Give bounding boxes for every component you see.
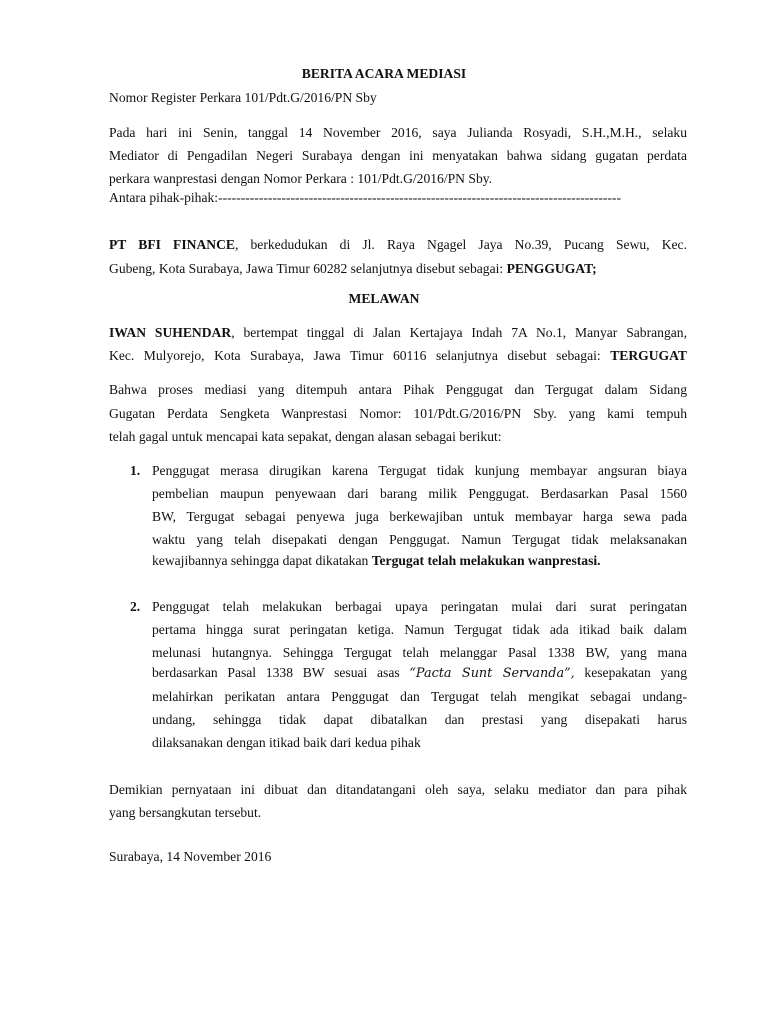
plaintiff-name: PT BFI FINANCE xyxy=(109,237,235,252)
item-2-line-2: pertama hingga surat peringatan ketiga. Namun Tergugat tidak ada itikad baik dalam xyxy=(152,622,687,637)
closing-line-2: yang bersangkutan tersebut. xyxy=(109,805,262,820)
intro-line-2: Mediator di Pengadilan Negeri Surabaya dengan ini menyatakan bahwa sidang gugatan perdata xyxy=(109,148,687,163)
item-2-line-4-rest: kesepakatan yang xyxy=(574,665,687,680)
item-1-conclusion: Tergugat telah melakukan wanprestasi. xyxy=(371,553,601,568)
parties-label: Antara pihak-pihak:----------------------------------------------------------------------------------------- xyxy=(109,190,621,205)
plaintiff-address-2: Gubeng, Kota Surabaya, Jawa Timur 60282 selanjutnya disebut sebagai: xyxy=(109,261,507,276)
defendant-name: IWAN SUHENDAR xyxy=(109,325,232,340)
plaintiff-address-1: , berkedudukan di Jl. Raya Ngagel Jaya No.39, Pucang Sewu, Kec. xyxy=(234,237,687,252)
defendant-address-2: Kec. Mulyorejo, Kota Surabaya, Jawa Timur 60116 selanjutnya disebut sebagai: xyxy=(109,348,611,363)
intro-line-1: Pada hari ini Senin, tanggal 14 November 2016, saya Julianda Rosyadi, S.H.,M.H., selaku xyxy=(109,125,687,140)
item-1-line-5 xyxy=(152,552,687,570)
intro-line-3: perkara wanprestasi dengan Nomor Perkara : 101/Pdt.G/2016/PN Sby. xyxy=(109,171,493,186)
plaintiff-line-1 xyxy=(109,236,687,254)
place-date: Surabaya, 14 November 2016 xyxy=(109,849,272,864)
plaintiff-line-2 xyxy=(109,260,687,278)
defendant-line-1 xyxy=(109,324,687,342)
register-number: Nomor Register Perkara 101/Pdt.G/2016/PN Sby xyxy=(109,90,377,105)
versus-heading: MELAWAN xyxy=(348,291,420,306)
process-line-1: Bahwa proses mediasi yang ditempuh antara Pihak Penggugat dan Tergugat dalam Sidang xyxy=(109,382,687,397)
item-1-line-1: Penggugat merasa dirugikan karena Tergugat tidak kunjung membayar angsuran biaya xyxy=(152,463,687,478)
item-2-line-3: melunasi hutangnya. Sehingga Tergugat telah melanggar Pasal 1338 BW, yang mana xyxy=(152,645,687,660)
item-1-line-2: pembelian maupun penyewaan dari barang milik Penggugat. Berdasarkan Pasal 1560 xyxy=(152,486,687,501)
item-1-line-4: waktu yang telah disepakati dengan Penggugat. Namun Tergugat tidak melaksanakan xyxy=(152,532,687,547)
item-2-line-5: melahirkan perikatan antara Penggugat dan Tergugat telah mengikat sebagai undang- xyxy=(152,689,687,704)
item-2-line-1: Penggugat telah melakukan berbagai upaya peringatan mulai dari surat peringatan xyxy=(152,599,687,614)
plaintiff-role: PENGGUGAT; xyxy=(506,261,597,276)
defendant-address-1: , bertempat tinggal di Jalan Kertajaya Indah 7A No.1, Manyar Sabrangan, xyxy=(231,325,687,340)
defendant-line-2 xyxy=(109,347,687,365)
item-2-line-4 xyxy=(152,664,687,683)
item-2-line-6: undang, sehingga tidak dapat dibatalkan dan prestasi yang disepakati harus xyxy=(152,712,687,727)
item-1-line-5-text: kewajibannya sehingga dapat dikatakan xyxy=(152,553,372,568)
item-1-line-3: BW, Tergugat sebagai penyewa juga berkewajiban untuk membayar harga sewa pada xyxy=(152,509,687,524)
process-line-3: telah gagal untuk mencapai kata sepakat, dengan alasan sebagai berikut: xyxy=(109,429,502,444)
document-title: BERITA ACARA MEDIASI xyxy=(301,66,467,81)
legal-principle: “Pacta Sunt Servanda”, xyxy=(409,666,575,681)
defendant-role: TERGUGAT xyxy=(610,348,687,363)
item-2-line-4-text: berdasarkan Pasal 1338 BW sesuai asas xyxy=(152,665,410,680)
item-2-line-7: dilaksanakan dengan itikad baik dari kedua pihak xyxy=(152,735,421,750)
closing-line-1: Demikian pernyataan ini dibuat dan ditandatangani oleh saya, selaku mediator dan para pihak xyxy=(109,782,687,797)
list-item-number: 1. xyxy=(130,463,141,478)
process-line-2: Gugatan Perdata Sengketa Wanprestasi Nomor: 101/Pdt.G/2016/PN Sby. yang kami tempuh xyxy=(109,406,687,421)
list-item-number: 2. xyxy=(130,599,141,614)
